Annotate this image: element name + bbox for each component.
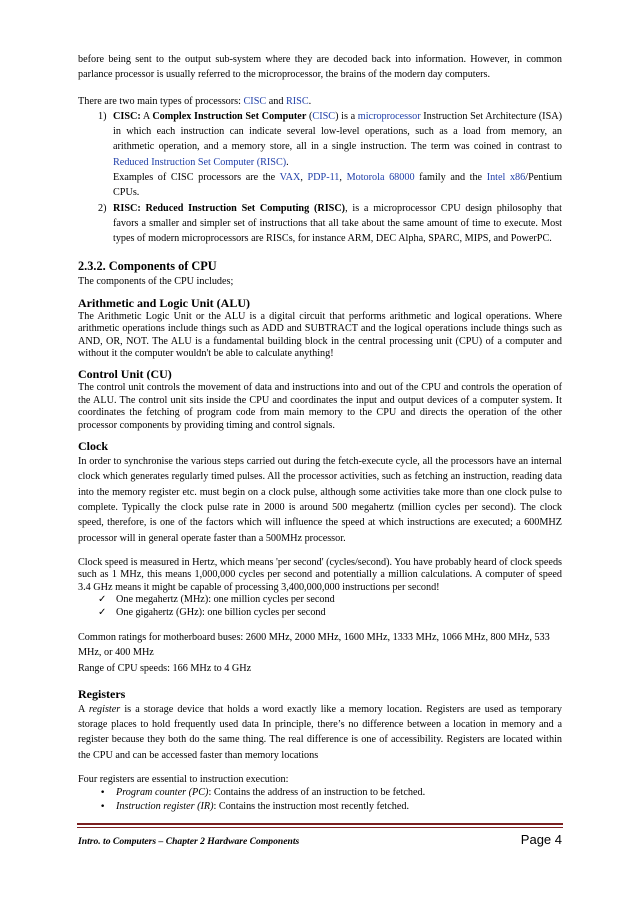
and-text: and bbox=[266, 95, 286, 107]
list-item bbox=[78, 800, 562, 814]
pdp11-link[interactable]: PDP-11 bbox=[307, 172, 340, 184]
check-item-text: One megahertz (MHz): one million cycles per second bbox=[116, 594, 335, 606]
cisc-term: CISC: bbox=[113, 110, 141, 122]
risc-full-link[interactable]: Reduced Instruction Set Computer (RISC) bbox=[113, 156, 287, 168]
register-name: Program counter (PC) bbox=[116, 787, 209, 799]
heading-clock: Clock bbox=[78, 439, 108, 454]
footer-chapter-title: Intro. to Computers – Chapter 2 Hardware Components bbox=[78, 836, 300, 847]
sep-text: , bbox=[300, 172, 308, 184]
bullet-icon: • bbox=[100, 802, 106, 813]
cisc-link[interactable]: CISC bbox=[243, 95, 267, 107]
motorola-link[interactable]: Motorola 68000 bbox=[346, 172, 415, 184]
check-item-text: One gigahertz (GHz): one billion cycles per second bbox=[116, 606, 326, 618]
footer-rule-thin bbox=[77, 827, 563, 828]
risc-term: RISC: Reduced Instruction Set Computing (RISC) bbox=[113, 202, 346, 214]
list-number: 2) bbox=[98, 202, 107, 214]
control-unit-paragraph: The control unit controls the movement of data and instructions into and out of the CPU and controls the operation of the ALU. The control unit sits inside the CPU and coordinates the input and output devices of a computer system. It coordinates the fetching of program code from main memory to the CPU and directs the operation of the other processor components by providing timing and control signals. bbox=[78, 382, 562, 431]
clock-units-list bbox=[78, 594, 562, 619]
cisc-end-period: . bbox=[286, 156, 289, 168]
risc-link[interactable]: RISC bbox=[285, 95, 309, 107]
list-item-cisc bbox=[78, 109, 562, 201]
list-item bbox=[78, 786, 562, 800]
clock-paragraph: In order to synchronise the various steps carried out during the fetch-execute cycle, all the processors have an internal clock which generates regularly timed pulses. All the processor activities, such as fetching an instruction, reading data into the memory register etc. must begin on a clock pulse, although some activities take more than one clock pulse to complete. Typically the clock pulse rate in 2000 is around 500 megahertz (million cycles per second). The clock speed, therefore, is one of the factors which will influence the speed at which instructions are executed; a 600MHZ processor will in general operate faster than a 500MHz processor. bbox=[78, 456, 562, 544]
microprocessor-link[interactable]: microprocessor bbox=[357, 110, 421, 122]
vax-link[interactable]: VAX bbox=[279, 172, 301, 184]
intro-paragraph: before being sent to the output sub-system where they are decoded back into information. However, in common parlance processor is usually referred to the microprocessor, the brains of the modern day computers. bbox=[78, 54, 562, 81]
list-item-risc bbox=[78, 201, 562, 247]
check-icon: ✓ bbox=[98, 606, 107, 618]
cpu-speed-range: Range of CPU speeds: 166 MHz to 4 GHz bbox=[78, 662, 252, 674]
alu-paragraph: The Arithmetic Logic Unit or the ALU is a digital circuit that performs arithmetic and logical operations. Where arithmetic operations include things such as ADD and SUBTRACT and the logical operations include things such as AND, OR, NOT. The ALU is a fundamental building block in the central processing unit (CPU) of a computer and without it the computer wouldn't be able to calculate anything! bbox=[78, 310, 562, 360]
cisc-full-name: Complex Instruction Set Computer bbox=[152, 110, 307, 122]
cisc-abbr-link[interactable]: CISC bbox=[312, 110, 336, 122]
sep-text: , bbox=[339, 172, 347, 184]
registers-paragraph bbox=[78, 702, 562, 763]
cisc-a-text: A bbox=[140, 110, 153, 122]
components-intro: The components of the CPU includes; bbox=[78, 275, 234, 287]
register-desc: : Contains the address of an instruction to be fetched. bbox=[208, 787, 426, 799]
list-item bbox=[78, 607, 562, 619]
list-item bbox=[78, 594, 562, 606]
cisc-description: Instruction Set Architecture (ISA) in which each instruction can indicate several low-level operations, such as a load from memory, an arithmetic operation, and a memory store, all in a single instruction. The term was coined in contrast to bbox=[113, 110, 562, 153]
pentium-text: /Pentium CPUs. bbox=[113, 172, 563, 199]
risc-description: , is a microprocessor CPU design philosophy that favors a smaller and simpler set of instructions that all take about the same amount of time to execute. Most types of modern microprocessors are RISCs, for instance ARM, DEC Alpha, SPARC, MIPS, and PowerPC. bbox=[113, 202, 563, 245]
check-icon: ✓ bbox=[98, 594, 107, 606]
list-number: 1) bbox=[98, 110, 107, 122]
heading-alu: Arithmetic and Logic Unit (ALU) bbox=[78, 295, 250, 310]
registers-body-text: is a storage device that holds a word exactly like a memory location. Registers are used as temporary storage places to hold frequently used data In principle, there’s no difference between a location in memory and a register because they both do the same thing. The real difference is one of accessibility. Registers are located within the CPU and can be accessed faster than memory locations bbox=[78, 703, 563, 761]
period-text: . bbox=[308, 95, 312, 107]
intel-x86-link[interactable]: Intel x86 bbox=[486, 172, 526, 184]
page-content bbox=[78, 52, 562, 814]
types-lead-text: There are two main types of processors: bbox=[78, 95, 244, 107]
bus-ratings-paragraph: Common ratings for motherboard buses: 2600 MHz, 2000 MHz, 1600 MHz, 1333 MHz, 1066 MHz, 800 MHz, 533 MHz, or 400 MHz bbox=[78, 631, 550, 659]
processor-types-list bbox=[78, 109, 562, 247]
register-desc: : Contains the instruction most recently fetched. bbox=[213, 801, 410, 813]
footer-rule bbox=[77, 823, 563, 825]
cisc-close-text: ) is a bbox=[335, 110, 358, 122]
family-text: family and the bbox=[414, 172, 487, 184]
four-registers-intro: Four registers are essential to instruction execution: bbox=[78, 774, 289, 785]
heading-control-unit: Control Unit (CU) bbox=[78, 367, 172, 382]
clock-speed-paragraph: Clock speed is measured in Hertz, which means 'per second' (cycles/second). You have probably heard of clock speeds such as 1 MHz, this means 1,000,000 cycles per second and potentially a million calculations. A computer of speed 3.4 GHz means it might be capable of processing 3,400,000,000 instructions per second! bbox=[78, 556, 562, 593]
heading-registers: Registers bbox=[78, 686, 126, 701]
processor-types-intro bbox=[78, 94, 562, 109]
page-number: Page 4 bbox=[520, 832, 562, 847]
register-term: register bbox=[88, 703, 121, 715]
registers-list bbox=[78, 786, 562, 814]
register-name: Instruction register (IR) bbox=[116, 801, 214, 813]
cisc-open-paren: ( bbox=[306, 110, 313, 122]
bullet-icon: • bbox=[100, 788, 106, 799]
registers-a-text: A bbox=[78, 703, 89, 715]
cisc-examples-lead: Examples of CISC processors are the bbox=[113, 172, 280, 184]
section-heading-components: 2.3.2. Components of CPU bbox=[78, 258, 217, 273]
